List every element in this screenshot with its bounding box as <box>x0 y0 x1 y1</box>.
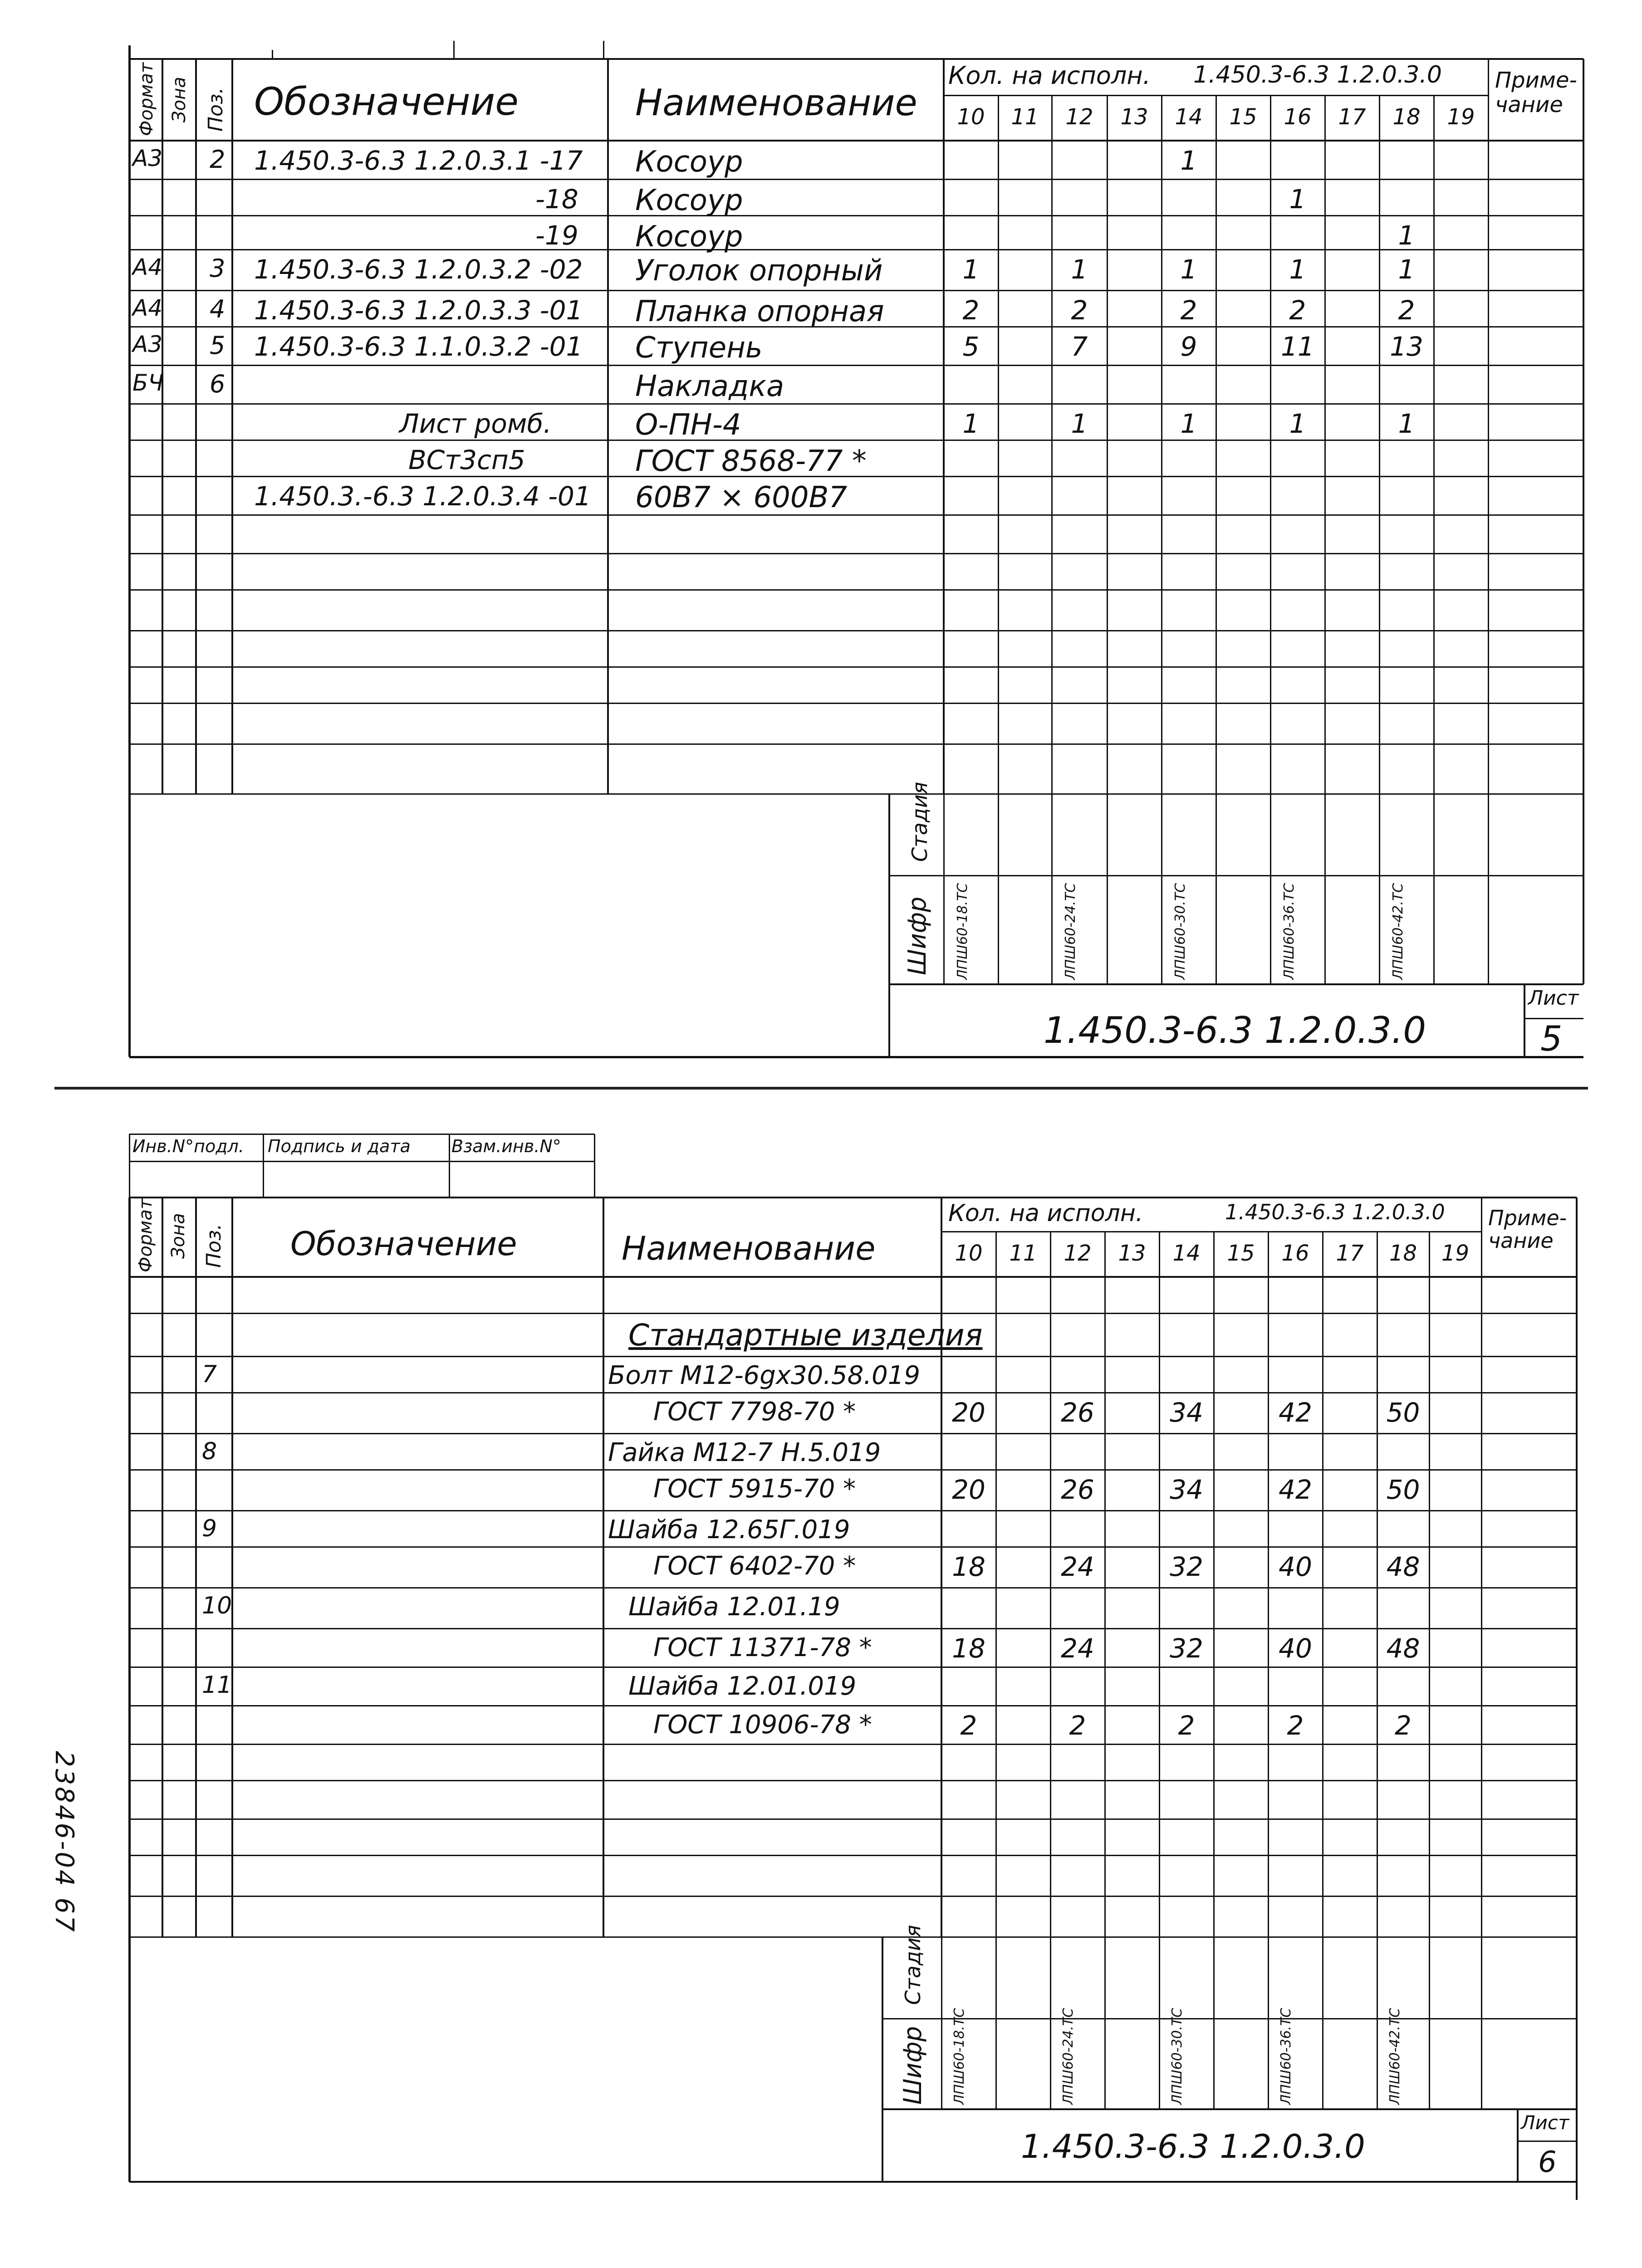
grid-line <box>129 1667 1577 1668</box>
stamp-replace-label: Взам.инв.N° <box>451 1136 561 1156</box>
grid-line <box>129 1134 594 1135</box>
qty-col-18: 18 <box>1392 104 1421 130</box>
grid-line <box>882 2108 1577 2110</box>
grid-line <box>129 1705 1577 1706</box>
sheet-label: Лист <box>1528 987 1579 1010</box>
row-qty-12: 2 <box>1069 1710 1086 1741</box>
row-qty-10: 2 <box>962 295 980 326</box>
grid-line <box>263 1134 264 1198</box>
row-qty-18: 1 <box>1398 220 1415 251</box>
row-qty-10: 1 <box>962 254 980 285</box>
grid-line <box>995 1232 997 1937</box>
qty-col-17: 17 <box>1338 104 1366 130</box>
qty-col-16: 16 <box>1281 1241 1309 1266</box>
cipher-value: ЛПШ60-42.ТС <box>1390 883 1406 980</box>
grid-line <box>129 1780 1577 1781</box>
stage-label: Стадия <box>907 782 932 862</box>
row-pos: 2 <box>210 145 225 174</box>
row-qty-14: 1 <box>1180 254 1197 285</box>
sheet-number: 6 <box>1538 2146 1557 2179</box>
cipher-value: ЛПШ60-18.ТС <box>955 883 970 980</box>
row-qty-18: 1 <box>1398 408 1415 439</box>
grid-line <box>941 1231 1481 1232</box>
col-designation-header: Обозначение <box>290 1225 517 1263</box>
row-name: Болт М12-6gх30.58.019 <box>608 1361 920 1390</box>
row-qty-12: 24 <box>1061 1551 1094 1582</box>
row-format: А3 <box>132 331 163 357</box>
row-qty-18: 50 <box>1386 1397 1420 1428</box>
row-qty-10: 18 <box>952 1551 985 1582</box>
row-pos: 10 <box>202 1592 232 1619</box>
row-qty-16: 2 <box>1289 295 1306 326</box>
grid-line <box>129 1356 1577 1357</box>
col-note-header: Приме-чание <box>1495 68 1577 117</box>
grid-line <box>162 1198 163 1937</box>
row-pos: 11 <box>202 1672 232 1699</box>
grid-line <box>1429 1232 1430 1937</box>
cipher-value: ЛПШ60-42.ТС <box>1387 2008 1403 2105</box>
cipher-value: ЛПШ60-18.ТС <box>951 2008 967 2105</box>
qty-doc-code-header: 1.450.3-6.3 1.2.0.3.0 <box>1225 1200 1445 1224</box>
row-name: О-ПН-4 <box>635 408 741 442</box>
section-standard-items: Стандартные изделия <box>628 1318 983 1353</box>
grid-line <box>882 2109 883 2182</box>
grid-line <box>129 1855 1577 1856</box>
row-qty-14: 34 <box>1170 1474 1203 1505</box>
row-name: ГОСТ 7798-70 * <box>653 1397 856 1427</box>
grid-line <box>1481 1937 1482 2109</box>
row-designation: Лист ромб. <box>399 408 552 439</box>
grid-line <box>129 1628 1577 1629</box>
qty-doc-code-header: 1.450.3-6.3 1.2.0.3.0 <box>1193 61 1442 88</box>
row-designation: 1.450.3-6.3 1.2.0.3.2 -02 <box>254 254 583 285</box>
qty-group-header: Кол. на исполн. <box>948 1200 1143 1227</box>
grid-line <box>129 1587 1577 1589</box>
grid-line <box>129 1469 1577 1471</box>
grid-line <box>231 1198 233 1937</box>
row-qty-14: 32 <box>1170 1633 1203 1664</box>
sheet-label: Лист <box>1521 2112 1569 2134</box>
row-qty-14: 2 <box>1178 1710 1195 1741</box>
qty-col-15: 15 <box>1229 104 1257 130</box>
qty-col-12: 12 <box>1065 104 1093 130</box>
grid-line <box>129 1546 1577 1548</box>
row-qty-16: 11 <box>1281 331 1314 362</box>
row-name: Накладка <box>635 370 784 403</box>
sheet-number: 5 <box>1540 1018 1563 1059</box>
row-pos: 4 <box>210 295 225 323</box>
row-qty-10: 1 <box>962 408 980 439</box>
grid-line <box>882 2018 1577 2019</box>
row-name: Косоур <box>635 145 743 179</box>
qty-col-16: 16 <box>1284 104 1312 130</box>
row-qty-16: 42 <box>1279 1397 1312 1428</box>
row-qty-12: 26 <box>1061 1474 1094 1505</box>
col-name-header: Наименование <box>635 82 917 124</box>
grid-line <box>129 1818 1577 1820</box>
row-qty-10: 20 <box>952 1397 985 1428</box>
qty-col-15: 15 <box>1227 1241 1255 1266</box>
row-qty-18: 50 <box>1386 1474 1420 1505</box>
row-name: ГОСТ 6402-70 * <box>653 1551 856 1581</box>
col-format-header: Формат <box>136 62 157 136</box>
row-designation: 1.450.3-6.3 1.1.0.3.2 -01 <box>254 331 583 362</box>
row-pos: 5 <box>210 331 225 360</box>
row-pos: 8 <box>202 1438 217 1465</box>
row-qty-14: 1 <box>1180 408 1197 439</box>
qty-col-18: 18 <box>1389 1241 1417 1266</box>
row-name: Косоур <box>635 220 743 254</box>
row-pos: 9 <box>202 1515 217 1542</box>
grid-line <box>129 1197 1577 1198</box>
grid-line <box>1159 1232 1160 1937</box>
row-qty-12: 26 <box>1061 1397 1094 1428</box>
grid-line <box>129 1433 1577 1434</box>
row-name: ГОСТ 8568-77 * <box>635 445 867 478</box>
grid-line <box>1268 1937 1269 2109</box>
cipher-label: Шифр <box>898 2026 927 2105</box>
row-name: Гайка М12-7 Н.5.019 <box>608 1438 881 1467</box>
row-qty-18: 13 <box>1390 331 1423 362</box>
grid-line <box>129 1510 1577 1511</box>
qty-col-14: 14 <box>1172 1241 1201 1266</box>
qty-group-header: Кол. на исполн. <box>948 61 1151 90</box>
row-name: Косоур <box>635 184 743 217</box>
row-designation: -19 <box>535 220 578 251</box>
row-pos: 3 <box>210 254 225 283</box>
grid-line <box>1377 1937 1378 2109</box>
row-qty-18: 2 <box>1395 1710 1412 1741</box>
col-zone-header: Зона <box>168 1213 189 1259</box>
row-qty-14: 2 <box>1180 295 1197 326</box>
cipher-value: ЛПШ60-36.ТС <box>1278 2008 1294 2105</box>
row-qty-14: 9 <box>1180 331 1197 362</box>
row-name: Шайба 12.01.019 <box>628 1672 857 1701</box>
grid-line <box>882 1937 883 2109</box>
margin-archive-code: 23846-04 67 <box>49 1751 79 1934</box>
grid-line <box>129 2181 1577 2183</box>
grid-line <box>129 1134 130 1198</box>
grid-line <box>594 1134 595 1198</box>
row-format: А4 <box>132 295 163 321</box>
row-designation: 1.450.3.-6.3 1.2.0.3.4 -01 <box>254 481 591 512</box>
row-qty-18: 48 <box>1386 1551 1420 1582</box>
row-qty-16: 1 <box>1289 184 1306 215</box>
row-qty-10: 2 <box>960 1710 977 1741</box>
qty-col-11: 11 <box>1009 1241 1037 1266</box>
row-format: А4 <box>132 254 163 280</box>
grid-line <box>1576 2109 1578 2200</box>
grid-line <box>603 1198 604 1937</box>
grid-line <box>1322 1232 1323 1937</box>
grid-line <box>1518 2141 1577 2142</box>
grid-line <box>449 1134 450 1198</box>
grid-line <box>1050 1937 1051 2109</box>
row-pos: 6 <box>210 370 225 398</box>
grid-line <box>1322 1937 1323 2109</box>
grid-line <box>1481 1198 1482 1937</box>
row-qty-12: 24 <box>1061 1633 1094 1664</box>
row-qty-14: 34 <box>1170 1397 1203 1428</box>
grid-line <box>1159 1937 1160 2109</box>
stamp-sign-label: Подпись и дата <box>268 1136 411 1156</box>
row-designation: 1.450.3-6.3 1.2.0.3.3 -01 <box>254 295 583 326</box>
row-pos: 7 <box>202 1361 217 1388</box>
row-designation: ВСт3сп5 <box>408 445 525 475</box>
row-name: Шайба 12.01.19 <box>628 1592 840 1622</box>
qty-col-10: 10 <box>955 1241 983 1266</box>
row-qty-10: 18 <box>952 1633 985 1664</box>
row-qty-16: 1 <box>1289 254 1306 285</box>
stamp-inv-label: Инв.N°подл. <box>132 1136 244 1156</box>
grid-line <box>1213 1232 1215 1937</box>
grid-line <box>129 1161 594 1162</box>
col-note-header: Приме-чание <box>1488 1206 1567 1253</box>
grid-line <box>129 1313 1577 1314</box>
qty-col-11: 11 <box>1011 104 1039 130</box>
grid-line <box>129 1744 1577 1745</box>
row-qty-16: 1 <box>1289 408 1306 439</box>
cipher-value: ЛПШ60-30.ТС <box>1172 883 1188 980</box>
grid-line <box>129 1276 1577 1278</box>
row-qty-18: 2 <box>1398 295 1415 326</box>
row-qty-14: 32 <box>1170 1551 1203 1582</box>
row-name: Планка опорная <box>635 295 884 328</box>
col-pos-header: Поз. <box>202 1223 225 1268</box>
col-name-header: Наименование <box>622 1229 876 1267</box>
grid-line <box>1268 1232 1269 1937</box>
row-format: БЧ <box>132 370 164 396</box>
row-qty-10: 20 <box>952 1474 985 1505</box>
grid-line <box>941 1937 942 2109</box>
grid-line <box>1377 1232 1378 1937</box>
grid-line <box>1050 1232 1051 1937</box>
cipher-value: ЛПШ60-24.ТС <box>1063 883 1078 980</box>
cipher-value: ЛПШ60-24.ТС <box>1060 2008 1076 2105</box>
grid-line <box>1429 1937 1430 2109</box>
row-name: Шайба 12.65Г.019 <box>608 1515 850 1545</box>
col-zone-header: Зона <box>169 77 190 122</box>
row-qty-16: 2 <box>1287 1710 1304 1741</box>
grid-line <box>128 1198 131 2182</box>
grid-line <box>1576 1198 1578 2109</box>
grid-line <box>941 1198 942 1937</box>
col-designation-header: Обозначение <box>254 79 519 124</box>
grid-line <box>129 1392 1577 1393</box>
grid-line <box>195 1198 197 1937</box>
row-qty-12: 7 <box>1071 331 1088 362</box>
grid-line <box>1104 1937 1106 2109</box>
qty-col-19: 19 <box>1447 104 1475 130</box>
grid-line <box>129 1896 1577 1897</box>
qty-col-13: 13 <box>1118 1241 1146 1266</box>
row-designation: 1.450.3-6.3 1.2.0.3.1 -17 <box>254 145 583 176</box>
grid-line <box>995 1937 997 2109</box>
row-qty-16: 40 <box>1279 1551 1312 1582</box>
cipher-label: Шифр <box>903 896 931 975</box>
col-pos-header: Поз. <box>204 87 227 132</box>
qty-col-14: 14 <box>1175 104 1203 130</box>
document-code: 1.450.3-6.3 1.2.0.3.0 <box>1021 2127 1365 2165</box>
row-name: ГОСТ 11371-78 * <box>653 1633 872 1662</box>
stage-label: Стадия <box>901 1925 925 2005</box>
cipher-value: ЛПШ60-30.ТС <box>1169 2008 1185 2105</box>
row-name: ГОСТ 5915-70 * <box>653 1474 856 1504</box>
cipher-value: ЛПШ60-36.ТС <box>1281 883 1297 980</box>
qty-col-17: 17 <box>1336 1241 1364 1266</box>
grid-line <box>129 1936 1577 1938</box>
col-format-header: Формат <box>135 1198 156 1272</box>
grid-line <box>1213 1937 1215 2109</box>
row-qty-12: 2 <box>1071 295 1088 326</box>
sheet-separator-line <box>54 1087 1588 1090</box>
row-designation: -18 <box>535 184 578 215</box>
row-name: Ступень <box>635 331 763 365</box>
row-qty-14: 1 <box>1180 145 1197 176</box>
row-qty-16: 42 <box>1279 1474 1312 1505</box>
row-qty-12: 1 <box>1071 254 1088 285</box>
row-name: Уголок опорный <box>635 254 883 288</box>
qty-col-10: 10 <box>957 104 985 130</box>
row-name: 60В7 × 600В7 <box>635 481 848 514</box>
row-qty-18: 48 <box>1386 1633 1420 1664</box>
qty-col-13: 13 <box>1120 104 1148 130</box>
qty-col-12: 12 <box>1064 1241 1092 1266</box>
row-qty-10: 5 <box>962 331 980 362</box>
grid-line <box>1517 2109 1519 2182</box>
grid-line <box>1104 1232 1106 1937</box>
row-qty-18: 1 <box>1398 254 1415 285</box>
row-qty-16: 40 <box>1279 1633 1312 1664</box>
qty-col-19: 19 <box>1441 1241 1470 1266</box>
row-qty-12: 1 <box>1071 408 1088 439</box>
row-name: ГОСТ 10906-78 * <box>653 1710 872 1740</box>
row-format: А3 <box>132 145 163 171</box>
document-code: 1.450.3-6.3 1.2.0.3.0 <box>1044 1009 1426 1051</box>
